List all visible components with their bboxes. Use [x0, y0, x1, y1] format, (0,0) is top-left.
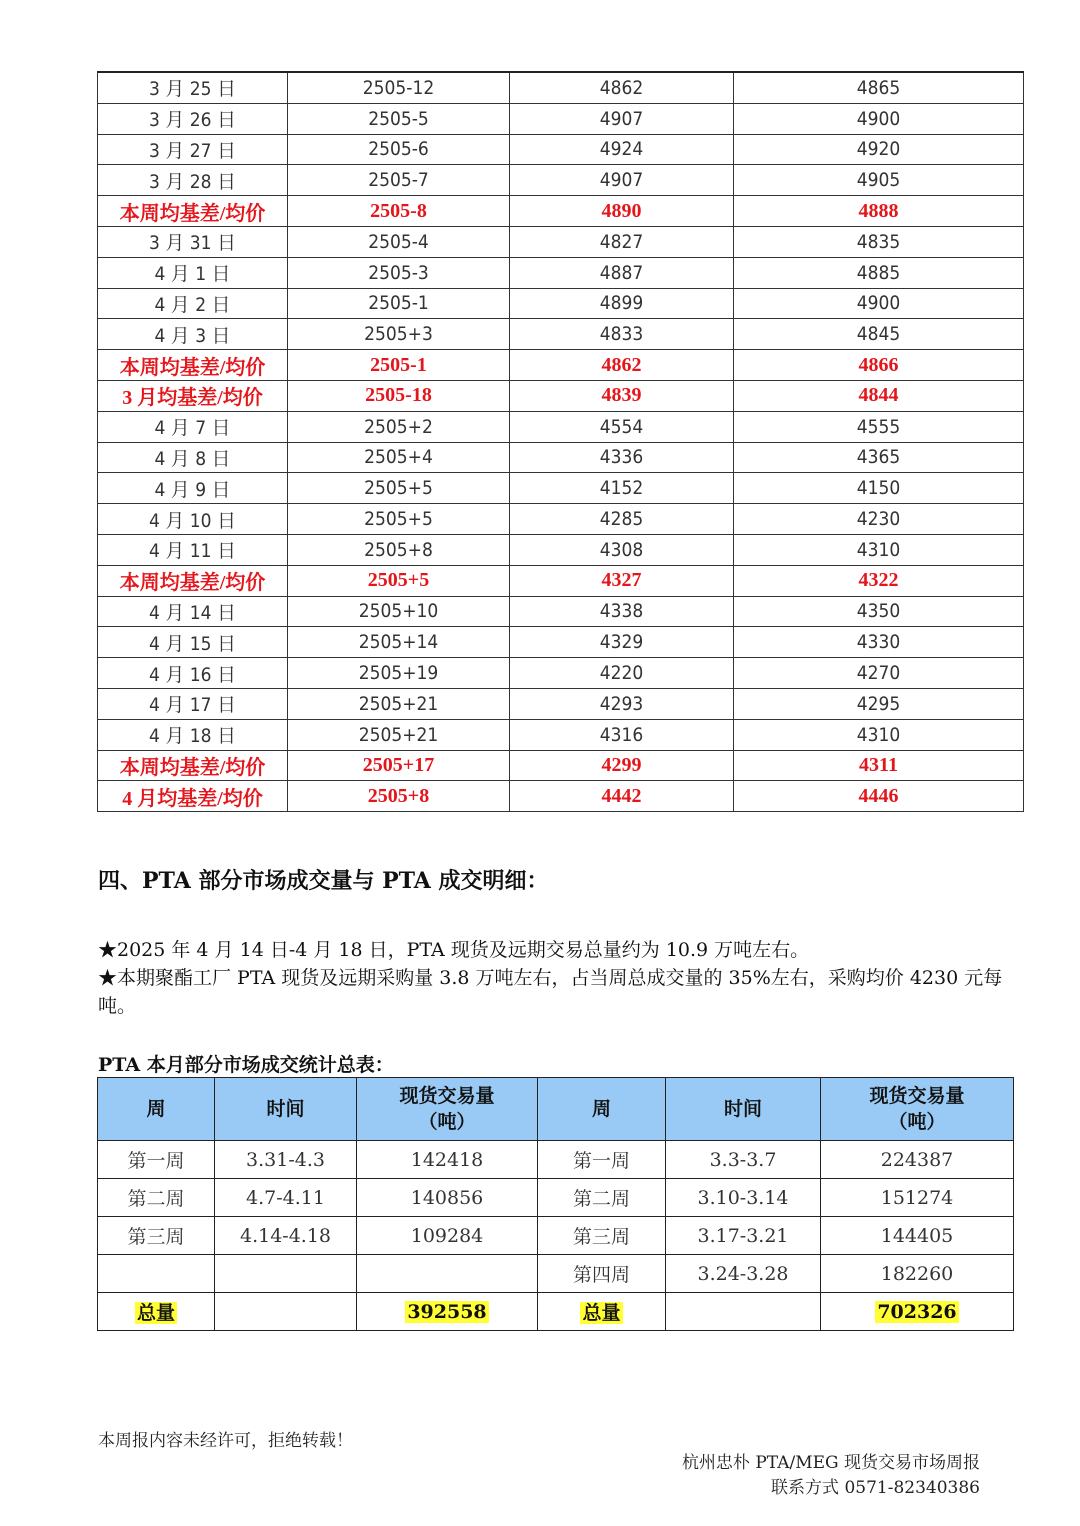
cell-price1: 4907	[510, 103, 734, 134]
cell-price2: 4865	[734, 72, 1024, 103]
cell-basis: 2505-18	[288, 380, 510, 411]
publisher-info	[682, 1451, 980, 1501]
cell-price1: 4329	[510, 627, 734, 658]
cell: 142418	[357, 1141, 538, 1179]
cell-basis: 2505+2	[288, 411, 510, 442]
table-row	[98, 103, 1024, 134]
total-cell	[666, 1293, 821, 1331]
cell-basis: 2505+10	[288, 596, 510, 627]
cell-price2: 4310	[734, 534, 1024, 565]
volume-table-title: PTA 本月部分市场成交统计总表：	[98, 1054, 394, 1076]
cell-basis: 2505-8	[288, 196, 510, 227]
table-row	[98, 719, 1024, 750]
cell-basis: 2505+21	[288, 719, 510, 750]
cell-basis: 2505+5	[288, 565, 510, 596]
cell-price2: 4866	[734, 350, 1024, 381]
cell: 3.17-3.21	[666, 1217, 821, 1255]
cell-date: 3 月 25 日	[98, 72, 288, 103]
cell-basis: 2505-12	[288, 72, 510, 103]
cell: 109284	[357, 1217, 538, 1255]
cell-price2: 4555	[734, 411, 1024, 442]
total-value: 702326	[877, 1300, 957, 1323]
cell-price2: 4295	[734, 688, 1024, 719]
total-value: 总量	[582, 1302, 621, 1324]
cell	[215, 1255, 357, 1293]
cell: 第一周	[538, 1141, 666, 1179]
cell: 144405	[821, 1217, 1014, 1255]
summary-polyester-purchase: ★本期聚酯工厂 PTA 现货及远期采购量 3.8 万吨左右，占当周总成交量的 35%左右，采购均价 4230 元每吨。	[98, 967, 1003, 1017]
cell-price2: 4885	[734, 257, 1024, 288]
table-row	[98, 411, 1024, 442]
cell-date: 4 月 15 日	[98, 627, 288, 658]
cell-date: 4 月 10 日	[98, 504, 288, 535]
cell-price2: 4150	[734, 473, 1024, 504]
total-value: 总量	[136, 1302, 175, 1324]
table-row	[98, 504, 1024, 535]
cell-basis: 2505+8	[288, 781, 510, 812]
cell	[98, 1255, 215, 1293]
volume-stats-table	[97, 1077, 1014, 1331]
cell-price2: 4845	[734, 319, 1024, 350]
cell-price1: 4299	[510, 750, 734, 781]
section-heading: 四、PTA 部分市场成交量与 PTA 成交明细：	[98, 868, 549, 894]
total-cell	[357, 1293, 538, 1331]
cell-date: 4 月 18 日	[98, 719, 288, 750]
table-row	[98, 288, 1024, 319]
table-row	[98, 1179, 1014, 1217]
cell-date: 4 月 11 日	[98, 534, 288, 565]
cell: 140856	[357, 1179, 538, 1217]
table-row	[98, 442, 1024, 473]
column-header: 现货交易量 （吨）	[357, 1078, 538, 1141]
cell: 第三周	[538, 1217, 666, 1255]
cell-date: 本周均基差/均价	[98, 350, 288, 381]
cell-date: 本周均基差/均价	[98, 750, 288, 781]
cell-price2: 4905	[734, 165, 1024, 196]
cell-date: 4 月均基差/均价	[98, 781, 288, 812]
cell-basis: 2505+3	[288, 319, 510, 350]
cell-basis: 2505+4	[288, 442, 510, 473]
table-row	[98, 473, 1024, 504]
cell-basis: 2505+17	[288, 750, 510, 781]
cell	[357, 1255, 538, 1293]
cell-price1: 4862	[510, 72, 734, 103]
total-cell	[98, 1293, 215, 1331]
cell-basis: 2505-7	[288, 165, 510, 196]
cell-basis: 2505-4	[288, 226, 510, 257]
cell: 3.10-3.14	[666, 1179, 821, 1217]
cell-price1: 4152	[510, 473, 734, 504]
cell-price1: 4827	[510, 226, 734, 257]
cell-date: 4 月 14 日	[98, 596, 288, 627]
cell-price2: 4311	[734, 750, 1024, 781]
cell-date: 4 月 2 日	[98, 288, 288, 319]
copyright-notice: 本周报内容未经许可，拒绝转载！	[98, 1431, 353, 1451]
average-row	[98, 196, 1024, 227]
cell: 4.14-4.18	[215, 1217, 357, 1255]
table-row	[98, 257, 1024, 288]
cell: 224387	[821, 1141, 1014, 1179]
price-basis-table	[97, 71, 1024, 812]
publisher-name: 杭州忠朴 PTA/MEG 现货交易市场周报	[681, 1453, 980, 1473]
cell-basis: 2505-6	[288, 134, 510, 165]
cell-price2: 4365	[734, 442, 1024, 473]
cell: 151274	[821, 1179, 1014, 1217]
cell-price1: 4316	[510, 719, 734, 750]
cell-price2: 4900	[734, 103, 1024, 134]
cell-price1: 4336	[510, 442, 734, 473]
table-row	[98, 72, 1024, 103]
cell-basis: 2505+21	[288, 688, 510, 719]
cell-date: 本周均基差/均价	[98, 196, 288, 227]
cell-price1: 4899	[510, 288, 734, 319]
cell-price1: 4890	[510, 196, 734, 227]
cell-basis: 2505+19	[288, 658, 510, 689]
cell-price2: 4888	[734, 196, 1024, 227]
cell-date: 4 月 7 日	[98, 411, 288, 442]
column-header: 周	[538, 1078, 666, 1141]
cell-date: 3 月 26 日	[98, 103, 288, 134]
cell: 3.24-3.28	[666, 1255, 821, 1293]
cell-basis: 2505+5	[288, 473, 510, 504]
average-row	[98, 350, 1024, 381]
table-row	[98, 226, 1024, 257]
table-row	[98, 1141, 1014, 1179]
total-cell	[538, 1293, 666, 1331]
table-row	[98, 165, 1024, 196]
average-row	[98, 380, 1024, 411]
column-header: 现货交易量 （吨）	[821, 1078, 1014, 1141]
total-cell	[215, 1293, 357, 1331]
cell: 3.3-3.7	[666, 1141, 821, 1179]
cell-basis: 2505-5	[288, 103, 510, 134]
table-row	[98, 534, 1024, 565]
cell-price1: 4887	[510, 257, 734, 288]
cell-price1: 4924	[510, 134, 734, 165]
cell: 第二周	[538, 1179, 666, 1217]
table-row	[98, 627, 1024, 658]
cell-price1: 4554	[510, 411, 734, 442]
cell-date: 4 月 16 日	[98, 658, 288, 689]
table-row	[98, 1217, 1014, 1255]
average-row	[98, 781, 1024, 812]
cell-price1: 4285	[510, 504, 734, 535]
cell-price2: 4270	[734, 658, 1024, 689]
column-header: 周	[98, 1078, 215, 1141]
cell: 第二周	[98, 1179, 215, 1217]
cell-basis: 2505-1	[288, 350, 510, 381]
table-row	[98, 134, 1024, 165]
average-row	[98, 565, 1024, 596]
average-row	[98, 750, 1024, 781]
cell-price1: 4907	[510, 165, 734, 196]
total-row	[98, 1293, 1014, 1331]
summary-total-volume: ★2025 年 4 月 14 日-4 月 18 日，PTA 现货及远期交易总量约为 10.9 万吨左右。	[98, 939, 810, 961]
cell-price1: 4338	[510, 596, 734, 627]
cell-price1: 4308	[510, 534, 734, 565]
cell-date: 3 月 27 日	[98, 134, 288, 165]
total-value: 392558	[407, 1300, 487, 1323]
cell-date: 3 月 28 日	[98, 165, 288, 196]
cell-basis: 2505-1	[288, 288, 510, 319]
table-row	[98, 1255, 1014, 1293]
cell: 3.31-4.3	[215, 1141, 357, 1179]
table-row	[98, 319, 1024, 350]
cell-price1: 4327	[510, 565, 734, 596]
total-cell	[821, 1293, 1014, 1331]
column-header: 时间	[215, 1078, 357, 1141]
cell-price2: 4230	[734, 504, 1024, 535]
cell-basis: 2505+8	[288, 534, 510, 565]
column-header: 时间	[666, 1078, 821, 1141]
cell-date: 3 月均基差/均价	[98, 380, 288, 411]
cell-price2: 4350	[734, 596, 1024, 627]
cell-date: 本周均基差/均价	[98, 565, 288, 596]
cell-date: 4 月 8 日	[98, 442, 288, 473]
cell-price2: 4310	[734, 719, 1024, 750]
contact-info: 联系方式 0571-82340386	[771, 1478, 980, 1498]
cell-price1: 4220	[510, 658, 734, 689]
table-row	[98, 658, 1024, 689]
cell-price1: 4862	[510, 350, 734, 381]
cell-price1: 4839	[510, 380, 734, 411]
cell: 第三周	[98, 1217, 215, 1255]
cell-price2: 4322	[734, 565, 1024, 596]
cell-date: 4 月 1 日	[98, 257, 288, 288]
cell-price2: 4920	[734, 134, 1024, 165]
cell-price2: 4900	[734, 288, 1024, 319]
cell-price2: 4446	[734, 781, 1024, 812]
table-row	[98, 688, 1024, 719]
cell-date: 3 月 31 日	[98, 226, 288, 257]
cell-basis: 2505-3	[288, 257, 510, 288]
table-row	[98, 596, 1024, 627]
cell-price2: 4835	[734, 226, 1024, 257]
cell-date: 4 月 17 日	[98, 688, 288, 719]
cell-basis: 2505+14	[288, 627, 510, 658]
cell-price1: 4833	[510, 319, 734, 350]
cell-basis: 2505+5	[288, 504, 510, 535]
cell: 第四周	[538, 1255, 666, 1293]
cell: 第一周	[98, 1141, 215, 1179]
cell-date: 4 月 9 日	[98, 473, 288, 504]
cell-price1: 4293	[510, 688, 734, 719]
cell-price1: 4442	[510, 781, 734, 812]
cell-date: 4 月 3 日	[98, 319, 288, 350]
cell-price2: 4330	[734, 627, 1024, 658]
cell: 4.7-4.11	[215, 1179, 357, 1217]
cell: 182260	[821, 1255, 1014, 1293]
cell-price2: 4844	[734, 380, 1024, 411]
